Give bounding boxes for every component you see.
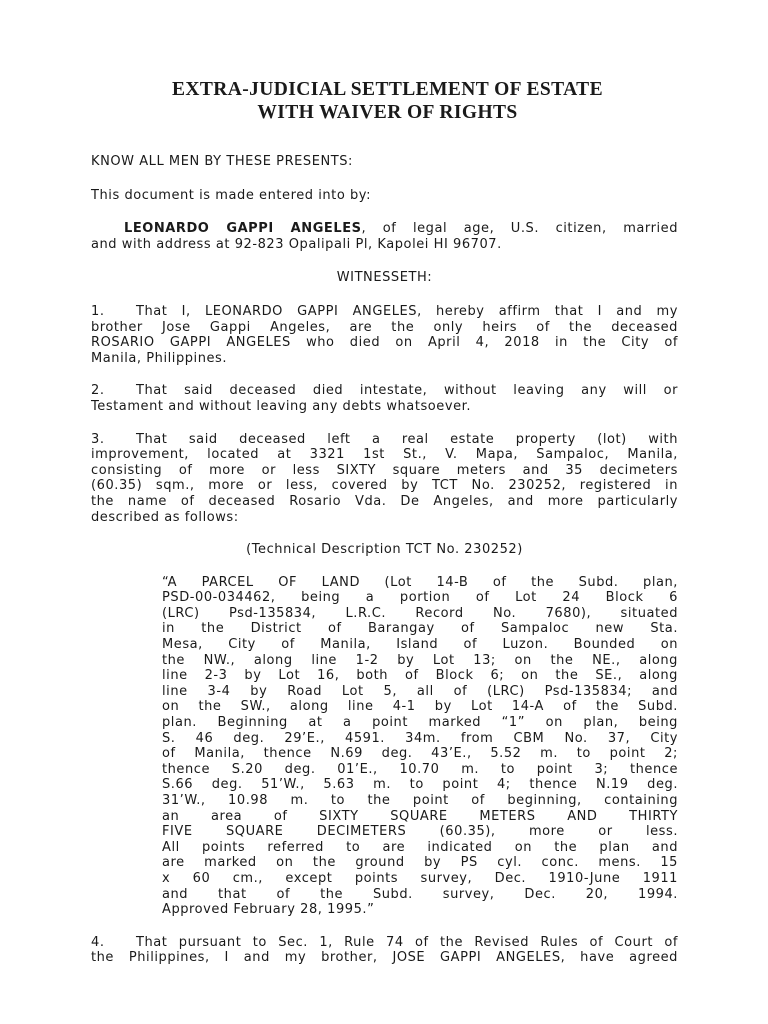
party-line-1	[91, 221, 678, 237]
quote-line: of Manila, thence N.69 deg. 43’E., 5.52 m. to point 2;	[162, 746, 678, 762]
quote-line: line 2-3 by Lot 16, both of Block 6; on the SE., along	[162, 668, 678, 684]
p2-line-1-text: That said deceased died intestate, without leaving any will or	[136, 383, 678, 399]
quote-line: S. 46 deg. 29’E., 4591. 34m. from CBM No. 37, City	[162, 730, 678, 746]
witnesseth-heading: WITNESSETH:	[336, 270, 433, 286]
title-line-2: WITH WAIVER OF RIGHTS	[257, 102, 518, 123]
p1-line-1-text: That I, LEONARDO GAPPI ANGELES, hereby affirm that I and my	[136, 303, 678, 319]
technical-description-quote	[162, 575, 678, 918]
p4-line-1	[91, 935, 678, 951]
quote-line: in the District of Barangay of Sampaloc new Sta.	[162, 621, 678, 637]
quote-line: thence S.20 deg. 01’E., 10.70 m. to point 3; thence	[162, 761, 678, 777]
p1-line-3: ROSARIO GAPPI ANGELES who died on April 4, 2018 in the City of	[91, 335, 678, 351]
p2-line-1	[91, 383, 678, 399]
party-line-2: and with address at 92-823 Opalipali Pl, Kapolei HI 96707.	[91, 236, 502, 252]
quote-line: the NW., along line 1-2 by Lot 13; on the NE., along	[162, 652, 678, 668]
quote-line: Approved February 28, 1995.”	[162, 902, 375, 918]
quote-line: and that of the Subd. survey, Dec. 20, 1994.	[162, 886, 678, 902]
opening-line: KNOW ALL MEN BY THESE PRESENTS:	[91, 154, 353, 169]
quote-line: line 3-4 by Road Lot 5, all of (LRC) Psd-135834; and	[162, 683, 678, 699]
p4-number: 4.	[91, 934, 105, 950]
paragraph-3	[91, 432, 678, 526]
party-paragraph	[91, 221, 678, 252]
p3-line-5: the name of deceased Rosario Vda. De Angeles, and more particularly	[91, 493, 678, 509]
quote-line: Mesa, City of Manila, Island of Luzon. Bounded on	[162, 637, 678, 653]
p2-number: 2.	[91, 383, 105, 399]
quote-line: are marked on the ground by PS cyl. conc. mens. 15	[162, 855, 678, 871]
paragraph-1	[91, 304, 678, 366]
p1-line-4: Manila, Philippines.	[91, 350, 228, 366]
p3-line-1	[91, 432, 678, 448]
p3-line-2: improvement, located at 3321 1st St., V. Mapa, Sampaloc, Manila,	[91, 447, 678, 463]
party-line-1-rest: , of legal age, U.S. citizen, married	[361, 221, 678, 237]
quote-line: S.66 deg. 51’W., 5.63 m. to point 4; thence N.19 deg.	[162, 777, 678, 793]
party-name: LEONARDO GAPPI ANGELES	[124, 221, 362, 237]
paragraph-4	[91, 935, 678, 966]
p3-line-3: consisting of more or less SIXTY square meters and 35 decimeters	[91, 462, 678, 478]
document-title	[91, 78, 678, 124]
p1-number: 1.	[91, 303, 105, 319]
quote-line: an area of SIXTY SQUARE METERS AND THIRTY	[162, 808, 678, 824]
quote-line: FIVE SQUARE DECIMETERS (60.35), more or less.	[162, 824, 678, 840]
quote-line: PSD-00-034462, being a portion of Lot 24 Block 6	[162, 590, 678, 606]
technical-description-heading: (Technical Description TCT No. 230252)	[246, 542, 523, 558]
quote-line: on the SW., along line 4-1 by Lot 14-A of the Subd.	[162, 699, 678, 715]
paragraph-2	[91, 383, 678, 414]
quote-line: 31’W., 10.98 m. to the point of beginning, containing	[162, 793, 678, 808]
quote-line: All points referred to are indicated on the plan and	[162, 839, 678, 855]
quote-line: “A PARCEL OF LAND (Lot 14-B of the Subd. plan,	[162, 574, 678, 590]
quote-line: (LRC) Psd-135834, L.R.C. Record No. 7680), situated	[162, 605, 678, 621]
title-line-1: EXTRA-JUDICIAL SETTLEMENT OF ESTATE	[171, 79, 603, 100]
p1-line-2: brother Jose Gappi Angeles, are the only heirs of the deceased	[91, 319, 678, 335]
p3-line-4: (60.35) sqm., more or less, covered by TCT No. 230252, registered in	[91, 478, 678, 494]
intro-line: This document is made entered into by:	[91, 187, 372, 203]
p2-line-2: Testament and without leaving any debts whatsoever.	[91, 398, 472, 414]
p3-number: 3.	[91, 431, 105, 447]
p3-line-6: described as follows:	[91, 509, 239, 525]
quote-line: plan. Beginning at a point marked “1” on plan, being	[162, 715, 678, 731]
p4-line-1-text: That pursuant to Sec. 1, Rule 74 of the Revised Rules of Court of	[136, 934, 678, 950]
p3-line-1-text: That said deceased left a real estate property (lot) with	[136, 431, 678, 447]
p1-line-1	[91, 304, 678, 320]
p4-line-2: the Philippines, I and my brother, JOSE GAPPI ANGELES, have agreed	[91, 950, 678, 966]
quote-line: x 60 cm., except points survey, Dec. 1910-June 1911	[162, 870, 678, 886]
